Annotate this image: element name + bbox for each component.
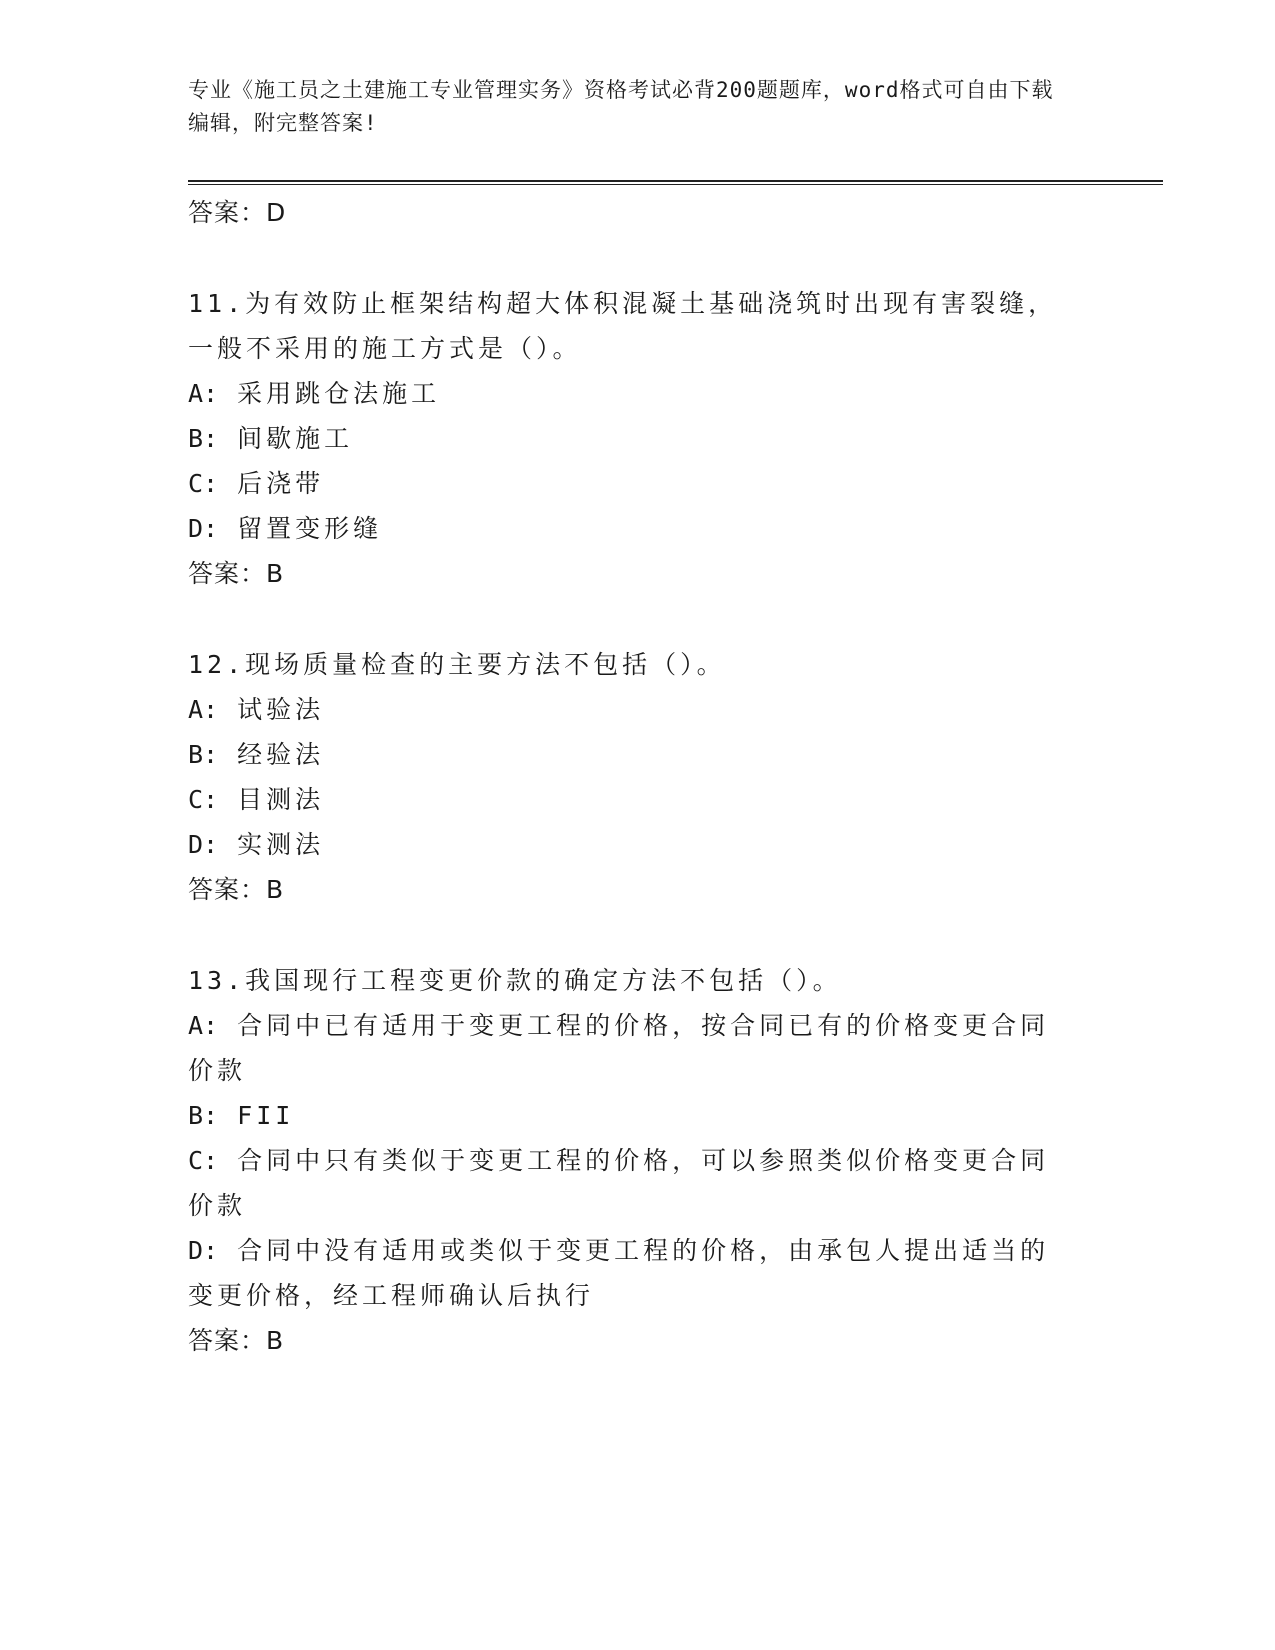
option-d (188, 1228, 1068, 1318)
option-d (188, 506, 1068, 551)
header-divider (188, 180, 1163, 185)
option-label: D: (188, 1236, 219, 1265)
option-label: C: (188, 1146, 219, 1175)
option-text: 目测法 (237, 785, 325, 814)
option-label: B: (188, 424, 219, 453)
option-label: C: (188, 785, 219, 814)
question-stem: 12.现场质量检查的主要方法不包括（）。 (188, 650, 726, 679)
option-a (188, 687, 1068, 732)
question-stem: 13.我国现行工程变更价款的确定方法不包括（）。 (188, 966, 842, 995)
document-body (188, 190, 1068, 1364)
option-label: A: (188, 695, 219, 724)
option-text: 留置变形缝 (237, 514, 383, 543)
question-block (188, 642, 1068, 913)
answer-line: 答案：B (188, 1326, 285, 1355)
option-text: 采用跳仓法施工 (237, 379, 441, 408)
option-text: 试验法 (237, 695, 325, 724)
option-label: D: (188, 830, 219, 859)
option-label: D: (188, 514, 219, 543)
question-block (188, 281, 1068, 597)
option-c (188, 777, 1068, 822)
option-text: 间歇施工 (237, 424, 354, 453)
option-text: 经验法 (237, 740, 325, 769)
option-b (188, 732, 1068, 777)
option-label: B: (188, 740, 219, 769)
option-label: C: (188, 469, 219, 498)
option-b (188, 416, 1068, 461)
option-text: FII (237, 1101, 295, 1130)
option-label: A: (188, 1011, 219, 1040)
option-text: 后浇带 (237, 469, 325, 498)
option-text: 合同中只有类似于变更工程的价格，可以参照类似价格变更合同价款 (188, 1146, 1050, 1220)
answer-line: 答案：B (188, 559, 285, 588)
option-b (188, 1093, 1068, 1138)
option-text: 实测法 (237, 830, 325, 859)
option-text: 合同中已有适用于变更工程的价格，按合同已有的价格变更合同价款 (188, 1011, 1050, 1085)
option-a (188, 371, 1068, 416)
option-label: A: (188, 379, 219, 408)
question-stem: 11.为有效防止框架结构超大体积混凝土基础浇筑时出现有害裂缝，一般不采用的施工方式是（）。 (188, 289, 1058, 363)
question-block (188, 958, 1068, 1364)
option-d (188, 822, 1068, 867)
option-c (188, 461, 1068, 506)
document-header: 专业《施工员之土建施工专业管理实务》资格考试必背200题题库，word格式可自由下载编辑，附完整答案! (188, 78, 1054, 135)
option-text: 合同中没有适用或类似于变更工程的价格，由承包人提出适当的变更价格，经工程师确认后执行 (188, 1236, 1050, 1310)
option-c (188, 1138, 1068, 1228)
answer-line: 答案：B (188, 875, 285, 904)
answer-line: 答案：D (188, 198, 287, 227)
option-label: B: (188, 1101, 219, 1130)
option-a (188, 1003, 1068, 1093)
